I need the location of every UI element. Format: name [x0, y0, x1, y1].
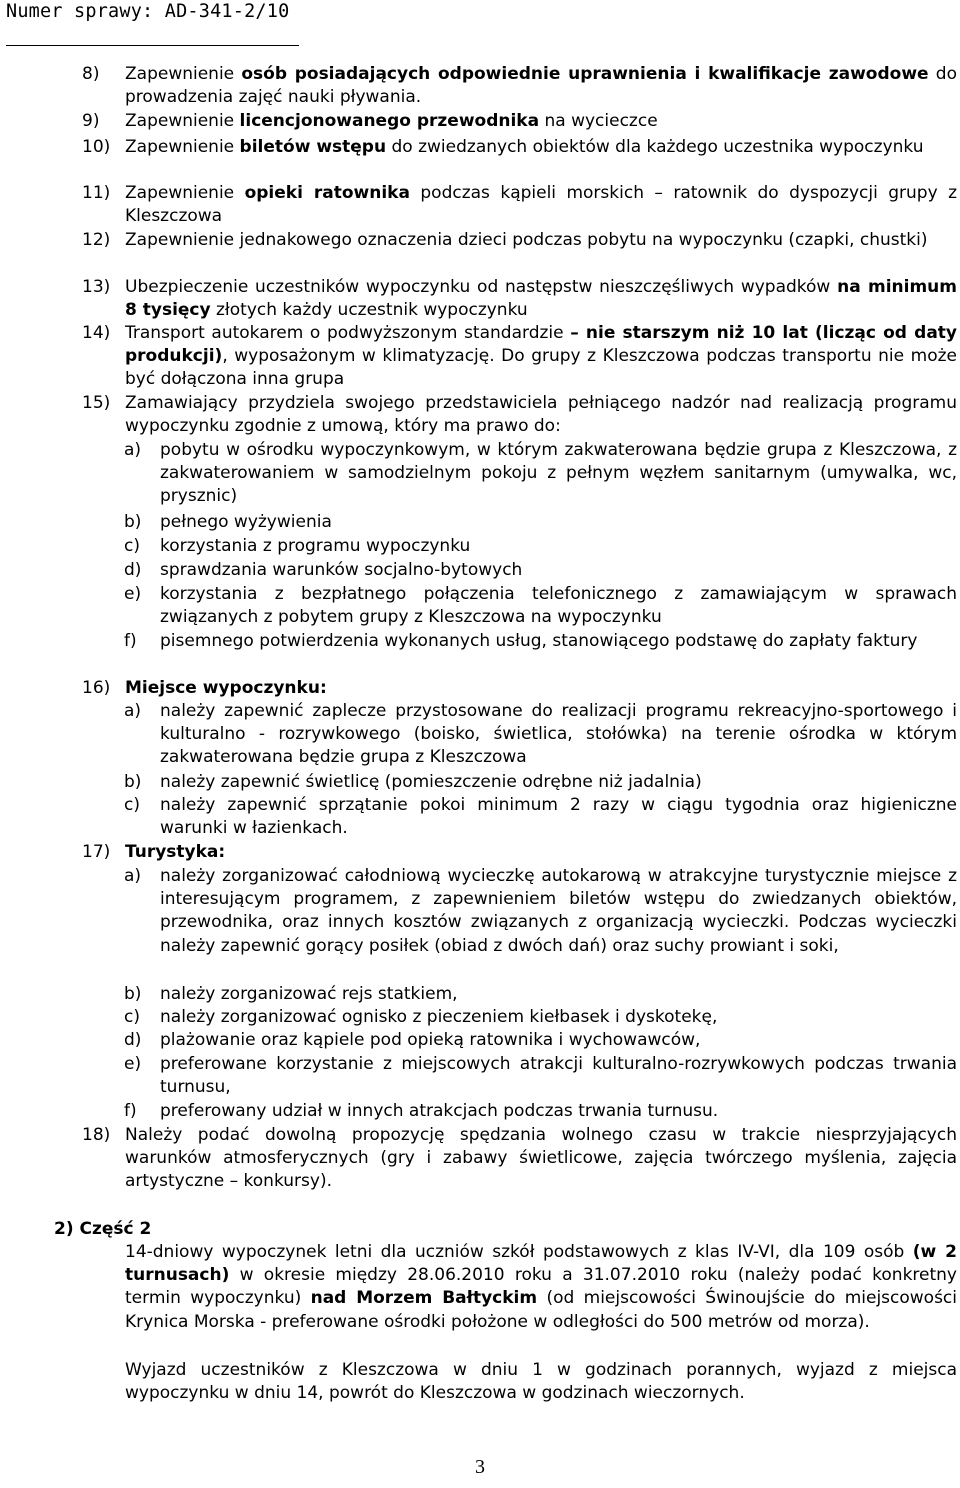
sub-item-letter: c) [124, 536, 140, 556]
sub-item-text: pisemnego potwierdzenia wykonanych usług, stanowiącego podstawę do zapłaty faktury [160, 631, 918, 651]
sub-item-15a [124, 439, 957, 509]
item-text: Zapewnienie osób posiadających odpowiednie uprawnienia i kwalifikacje zawodowe do prowadzenia zajęć nauki pływania. [125, 64, 957, 108]
sub-item-16c [124, 794, 957, 840]
sub-item-text: korzystania z programu wypoczynku [160, 536, 471, 556]
list-item-17 [82, 841, 957, 864]
item-number: 11) [82, 183, 111, 203]
item-text: Zamawiający przydziela swojego przedstawiciela pełniącego nadzór nad realizacją programu wypoczynku zgodnie z umową, który ma prawo do: [125, 393, 957, 437]
sub-item-17f [124, 1100, 957, 1123]
sub-item-letter: c) [124, 1007, 140, 1027]
sub-item-text: preferowany udział w innych atrakcjach podczas trwania turnusu. [160, 1101, 719, 1121]
sub-item-15c [124, 535, 957, 558]
sub-item-17d [124, 1029, 957, 1052]
sub-item-17e [124, 1053, 957, 1099]
item-number: 15) [82, 393, 111, 413]
sub-item-letter: c) [124, 795, 140, 815]
list-item-10 [82, 136, 957, 159]
sub-item-15d [124, 559, 957, 582]
item-number: 18) [82, 1125, 111, 1145]
sub-item-17c [124, 1006, 957, 1029]
list-item-12 [82, 229, 957, 252]
sub-item-text: należy zorganizować rejs statkiem, [160, 984, 458, 1004]
sub-item-15f [124, 630, 957, 653]
sub-item-letter: a) [124, 701, 142, 721]
sub-item-text: należy zorganizować ognisko z pieczeniem kiełbasek i dyskotekę, [160, 1007, 718, 1027]
item-text: Należy podać dowolną propozycję spędzania wolnego czasu w trakcie niesprzyjających warunków atmosferycznych (gry i zabawy świetlicowe, zajęcia twórczego myślenia, zajęcia artystyczne – konkursy). [125, 1125, 957, 1192]
sub-item-letter: e) [124, 584, 142, 604]
sub-item-letter: d) [124, 560, 142, 580]
sub-item-letter: e) [124, 1054, 142, 1074]
page-number: 3 [475, 1456, 485, 1478]
sub-item-17b [124, 983, 957, 1006]
case-number: Numer sprawy: AD-341-2/10 [6, 1, 290, 22]
item-emphasis: opieki ratownika [244, 183, 410, 203]
sub-item-17a [124, 865, 957, 958]
section-heading: Miejsce wypoczynku: [125, 678, 327, 698]
sub-item-letter: b) [124, 772, 142, 792]
sub-item-16a [124, 700, 957, 770]
item-number: 14) [82, 323, 111, 343]
sub-item-letter: d) [124, 1030, 142, 1050]
sub-item-text: należy zapewnić świetlicę (pomieszczenie odrębne niż jadalnia) [160, 772, 702, 792]
sub-item-text: plażowanie oraz kąpiele pod opieką ratownika i wychowawców, [160, 1030, 701, 1050]
item-number: 13) [82, 277, 111, 297]
item-text: Zapewnienie jednakowego oznaczenia dzieci podczas pobytu na wypoczynku (czapki, chustki) [125, 230, 928, 250]
item-number: 10) [82, 137, 111, 157]
sub-item-letter: a) [124, 440, 142, 460]
item-emphasis: na minimum 8 tysięcy [125, 277, 957, 321]
item-number: 12) [82, 230, 111, 250]
sub-item-letter: b) [124, 984, 142, 1004]
list-item-15 [82, 392, 957, 438]
item-text [125, 841, 957, 864]
part-heading: 2) Część 2 [54, 1219, 152, 1239]
item-emphasis: osób posiadających odpowiednie uprawnienia i kwalifikacje zawodowe [241, 64, 929, 84]
list-item-14 [82, 322, 957, 392]
sub-item-text: należy zorganizować całodniową wycieczkę autokarową w atrakcyjne turystycznie miejsce z interesującym programem, z zapewnieniem biletów wstępu do zwiedzanych obiektów, przewodnika, oraz innych kosztów związanych z organizacją wycieczki. Podczas wycieczki należy zapewnić gorący posiłek (obiad z dwóch dań) oraz suchy prowiant i soki, [160, 866, 957, 956]
list-item-18 [82, 1124, 957, 1194]
sub-item-letter: b) [124, 512, 142, 532]
header-rule [6, 45, 299, 46]
item-text: Transport autokarem o podwyższonym standardzie – nie starszym niż 10 lat (licząc od daty produkcji), wyposażonym w klimatyzację. Do grupy z Kleszczowa podczas transportu nie może być dołączona inna grupa [125, 323, 957, 390]
list-item-9 [82, 110, 957, 133]
sub-item-text: korzystania z bezpłatnego połączenia telefonicznego z zamawiającym w sprawach związanych z pobytem grupy z Kleszczowa na wypoczynku [160, 584, 957, 628]
part-description: 14-dniowy wypoczynek letni dla uczniów szkół podstawowych z klas IV-VI, dla 109 osób (w 2 turnusach) w okresie między 28.06.2010 roku a 31.07.2010 roku (należy podać konkretny termin wypoczynku) nad Morzem Bałtyckim (od miejscowości Świnoujście do miejscowości Krynica Morska - preferowane ośrodki położone w odległości do 500 metrów od morza). [125, 1242, 957, 1332]
item-emphasis: biletów wstępu [239, 137, 387, 157]
sub-item-text: pełnego wyżywienia [160, 512, 332, 532]
sub-item-text: pobytu w ośrodku wypoczynkowym, w którym zakwaterowana będzie grupa z Kleszczowa, z zakwaterowaniem w samodzielnym pokoju z pełnym węzłem sanitarnym (umywalka, wc, prysznic) [160, 440, 957, 507]
item-text: Ubezpieczenie uczestników wypoczynku od następstw nieszczęśliwych wypadków na minimum 8 tysięcy złotych każdy uczestnik wypoczynku [125, 277, 957, 321]
list-item-16 [82, 677, 957, 700]
item-text: Zapewnienie opieki ratownika podczas kąpieli morskich – ratownik do dyspozycji grupy z Kleszczowa [125, 183, 957, 227]
list-item-13 [82, 276, 957, 322]
sub-item-text: sprawdzania warunków socjalno-bytowych [160, 560, 523, 580]
sub-item-letter: f) [124, 631, 137, 651]
sub-item-letter: f) [124, 1101, 137, 1121]
item-number: 9) [82, 111, 100, 131]
sub-item-text: należy zapewnić zaplecze przystosowane do realizacji programu rekreacyjno-sportowego i kulturalno - rozrywkowego (boisko, świetlica, stołówka) na terenie ośrodka w którym zakwaterowana będzie grupa z Kleszczowa [160, 701, 957, 768]
item-emphasis: – nie starszym niż 10 lat (licząc od daty produkcji) [125, 323, 957, 367]
sub-item-16b [124, 771, 957, 794]
sub-item-text: należy zapewnić sprzątanie pokoi minimum 2 razy w ciągu tygodnia oraz higieniczne warunki w łazienkach. [160, 795, 957, 839]
sub-item-15e [124, 583, 957, 629]
section-heading: Turystyka: [125, 842, 226, 862]
travel-note: Wyjazd uczestników z Kleszczowa w dniu 1 w godzinach porannych, wyjazd z miejsca wypoczynku w dniu 14, powrót do Kleszczowa w godzinach wieczornych. [125, 1360, 957, 1404]
item-number: 8) [82, 64, 100, 84]
sub-item-15b [124, 511, 957, 534]
item-emphasis: licencjonowanego przewodnika [239, 111, 540, 131]
sub-item-text: preferowane korzystanie z miejscowych atrakcji kulturalno-rozrywkowych podczas trwania turnusu, [160, 1054, 957, 1098]
item-number: 17) [82, 842, 111, 862]
item-text [125, 677, 957, 700]
item-text: Zapewnienie biletów wstępu do zwiedzanych obiektów dla każdego uczestnika wypoczynku [125, 137, 924, 157]
sub-item-letter: a) [124, 866, 142, 886]
item-text: Zapewnienie licencjonowanego przewodnika na wycieczce [125, 111, 658, 131]
item-number: 16) [82, 678, 111, 698]
list-item-8 [82, 63, 957, 109]
list-item-11 [82, 182, 957, 228]
